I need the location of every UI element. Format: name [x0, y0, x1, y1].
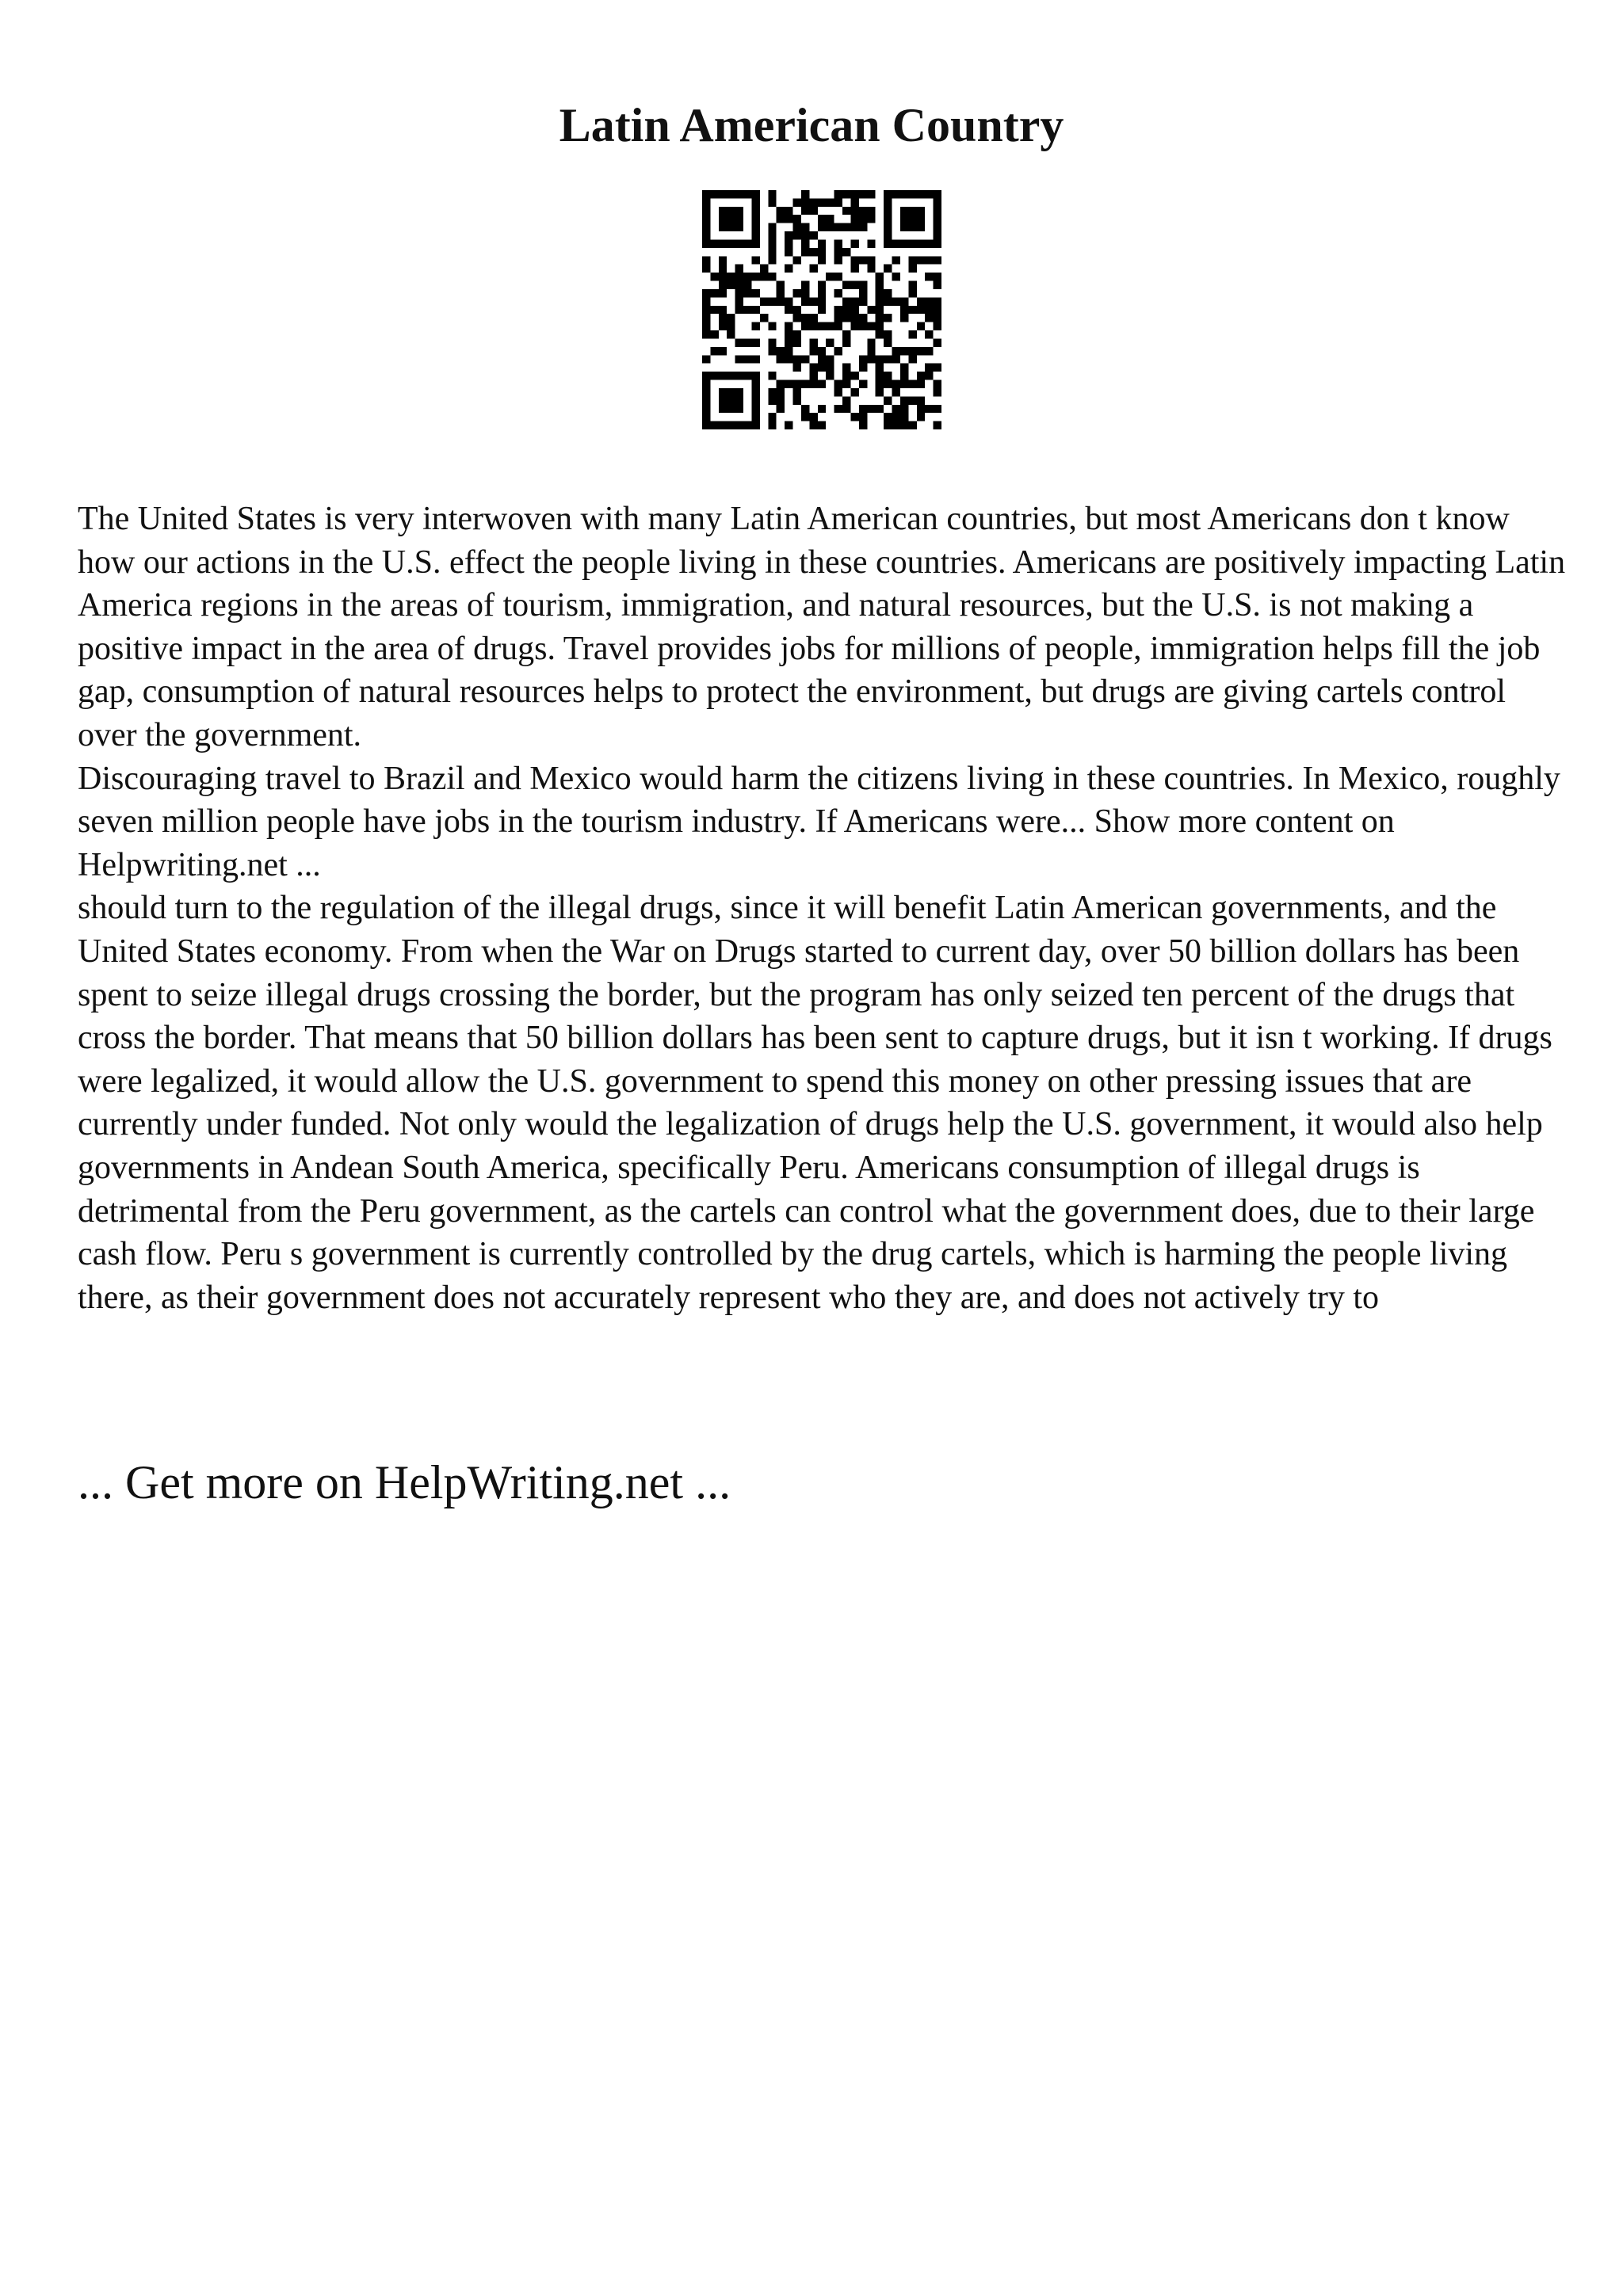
- document-title: Latin American Country: [559, 99, 1064, 151]
- article-paragraph-1: The United States is very interwoven with many Latin American countries, but most Americans don t know how our actions in the U.S. effect the people living in these countries. Americans are positively impacting Latin America regions in the areas of tourism, immigration, and natural resources, but the U.S. is not making a positive impact in the area of drugs. Travel provides jobs for millions of people, immigration helps fill the job gap, consumption of natural resources helps to protect the environment, but drugs are giving cartels control over the government.: [78, 501, 1566, 753]
- article-paragraph-2: Discouraging travel to Brazil and Mexico would harm the citizens living in these countries. In Mexico, roughly seven million people have jobs in the tourism industry. If Americans were... Show more content on Helpwriting.net ...: [78, 760, 1560, 883]
- article-paragraph-3: should turn to the regulation of the illegal drugs, since it will benefit Latin American governments, and the United States economy. From when the War on Drugs started to current day, over 50 billion dollars has been spent to seize illegal drugs crossing the border, but the program has only seized ten percent of the drugs that cross the border. That means that 50 billion dollars has been sent to capture drugs, but it isn t working. If drugs were legalized, it would allow the U.S. government to spend this money on other pressing issues that are currently under funded. Not only would the legalization of drugs help the U.S. government, it would also help governments in Andean South America, specifically Peru. Americans consumption of illegal drugs is detrimental from the Peru government, as the cartels can control what the government does, due to their large cash flow. Peru s government is currently controlled by the drug cartels, which is harming the people living there, as their government does not accurately represent who they are, and does not actively try to: [78, 890, 1552, 1316]
- article-body: [78, 498, 1568, 1319]
- qr-code-icon: [702, 190, 941, 429]
- get-more-link[interactable]: ... Get more on HelpWriting.net ...: [78, 1456, 731, 1508]
